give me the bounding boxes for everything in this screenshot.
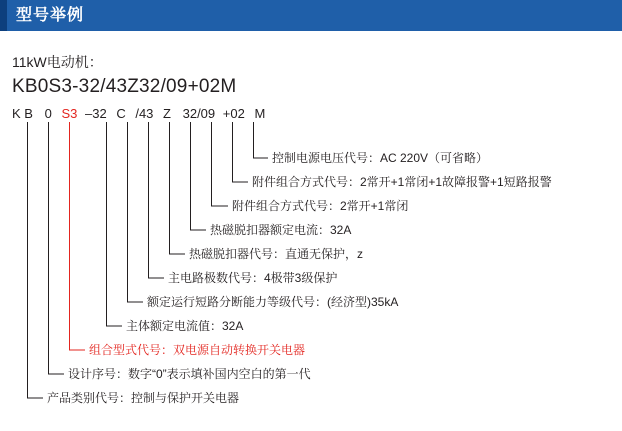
code-segment: K B: [12, 106, 33, 121]
leader-line-thermal-current: [191, 122, 207, 230]
callout-design-serial: 设计序号：数字“0”表示填补国内空白的第一代: [68, 367, 311, 381]
callout-thermal-code: 热磁脱扣器代号：直通无保护，z: [189, 247, 364, 261]
callout-combination-type: 组合型式代号：双电源自动转换开关电器: [89, 343, 306, 357]
page-header: [0, 0, 622, 31]
callout-accessory-combo-2: 附件组合方式代号：2常开+1常闭+1故障报警+1短路报警: [252, 175, 552, 189]
leader-line-accessory-combo-2: [233, 122, 249, 182]
model-code: KB0S3-32/43Z32/09+02M: [12, 76, 237, 97]
callout-pole-number: 主电路极数代号：4极带3级保护: [168, 271, 338, 285]
code-segment: /43: [135, 106, 154, 121]
leader-line-thermal-code: [170, 122, 186, 254]
header-accent-bar: [0, 0, 7, 31]
leader-line-product-category: [28, 122, 44, 398]
leader-line-combination-type: [70, 122, 86, 350]
code-segment: 32/09: [182, 106, 216, 121]
callout-breaking-capacity: 额定运行短路分断能力等级代号：(经济型)35kA: [147, 295, 399, 309]
code-segment-row: [12, 106, 265, 121]
leader-line-accessory-combo-1: [212, 122, 229, 206]
code-segment: C: [116, 106, 126, 121]
callout-thermal-current: 热磁脱扣器额定电流：32A: [210, 223, 352, 237]
callout-rated-current: 主体额定电流值：32A: [126, 319, 244, 333]
leader-line-rated-current: [107, 122, 123, 326]
leader-line-design-serial: [49, 122, 65, 374]
code-segment: M: [254, 106, 266, 121]
intro-text: 11kW电动机：: [12, 54, 103, 70]
leader-line-breaking-capacity: [128, 122, 144, 302]
page-title: 型号举例: [16, 7, 85, 24]
leader-line-pole-number: [149, 122, 165, 278]
callout-control-voltage: 控制电源电压代号：AC 220V（可省略）: [272, 151, 489, 165]
code-segment: 0: [44, 106, 52, 121]
code-segment: Z: [163, 106, 171, 121]
callout-product-category: 产品类别代号：控制与保护开关电器: [47, 391, 240, 405]
code-segment: S3: [61, 106, 78, 121]
leader-line-control-voltage: [254, 122, 269, 158]
code-segment: –32: [84, 106, 107, 121]
callout-accessory-combo-1: 附件组合方式代号：2常开+1常闭: [232, 199, 409, 213]
code-segment: +02: [222, 106, 245, 121]
